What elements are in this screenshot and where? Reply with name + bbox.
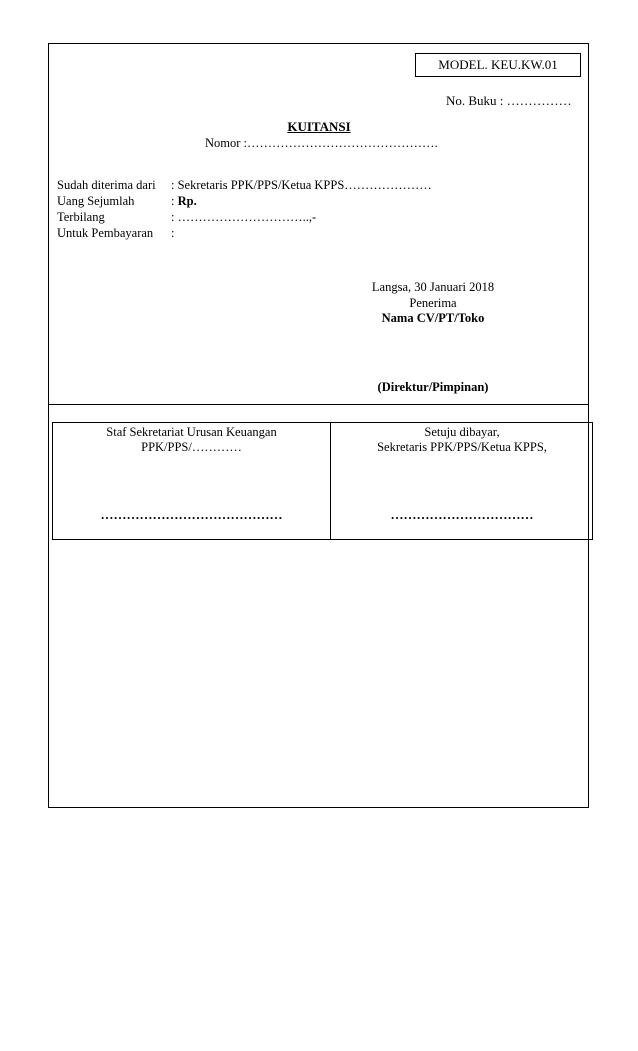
field-value-received-from: : Sekretaris PPK/PPS/Ketua KPPS………………… bbox=[171, 178, 432, 192]
secretary-title: Sekretaris PPK/PPS/Ketua KPPS, bbox=[377, 440, 547, 454]
finance-staff-unit: PPK/PPS/………… bbox=[141, 440, 242, 454]
amount-currency: Rp. bbox=[177, 194, 197, 208]
field-value-amount bbox=[171, 194, 197, 209]
amount-colon: : bbox=[171, 194, 178, 208]
finance-staff-title: Staf Sekretariat Urusan Keuangan bbox=[106, 425, 277, 439]
field-label-purpose: Untuk Pembayaran bbox=[57, 226, 154, 240]
finance-staff-signature-line: …………………………………… bbox=[100, 507, 283, 522]
field-value-spelled: : …………………………..,- bbox=[171, 210, 317, 224]
receiver-role: Penerima bbox=[409, 296, 457, 310]
document-title: KUITANSI bbox=[287, 119, 351, 134]
section-divider bbox=[48, 404, 589, 405]
receiver-name: Nama CV/PT/Toko bbox=[381, 311, 485, 325]
place-date: Langsa, 30 Januari 2018 bbox=[371, 280, 495, 294]
receiver-signatory: (Direktur/Pimpinan) bbox=[377, 380, 489, 394]
field-value-purpose: : bbox=[171, 226, 175, 240]
receipt-number: Nomor :………………………………………. bbox=[205, 136, 438, 150]
field-label-spelled: Terbilang bbox=[57, 210, 105, 224]
approved-label: Setuju dibayar, bbox=[424, 425, 500, 439]
model-code-box: MODEL. KEU.KW.01 bbox=[415, 53, 581, 77]
field-label-received-from: Sudah diterima dari bbox=[57, 178, 156, 192]
approval-cell-finance-staff bbox=[53, 425, 330, 455]
approval-cell-secretary bbox=[330, 425, 594, 455]
book-number: No. Buku : …………… bbox=[446, 93, 572, 108]
approval-table bbox=[52, 422, 593, 540]
secretary-signature-line: …………………………… bbox=[390, 507, 534, 522]
field-label-amount: Uang Sejumlah bbox=[57, 194, 135, 208]
